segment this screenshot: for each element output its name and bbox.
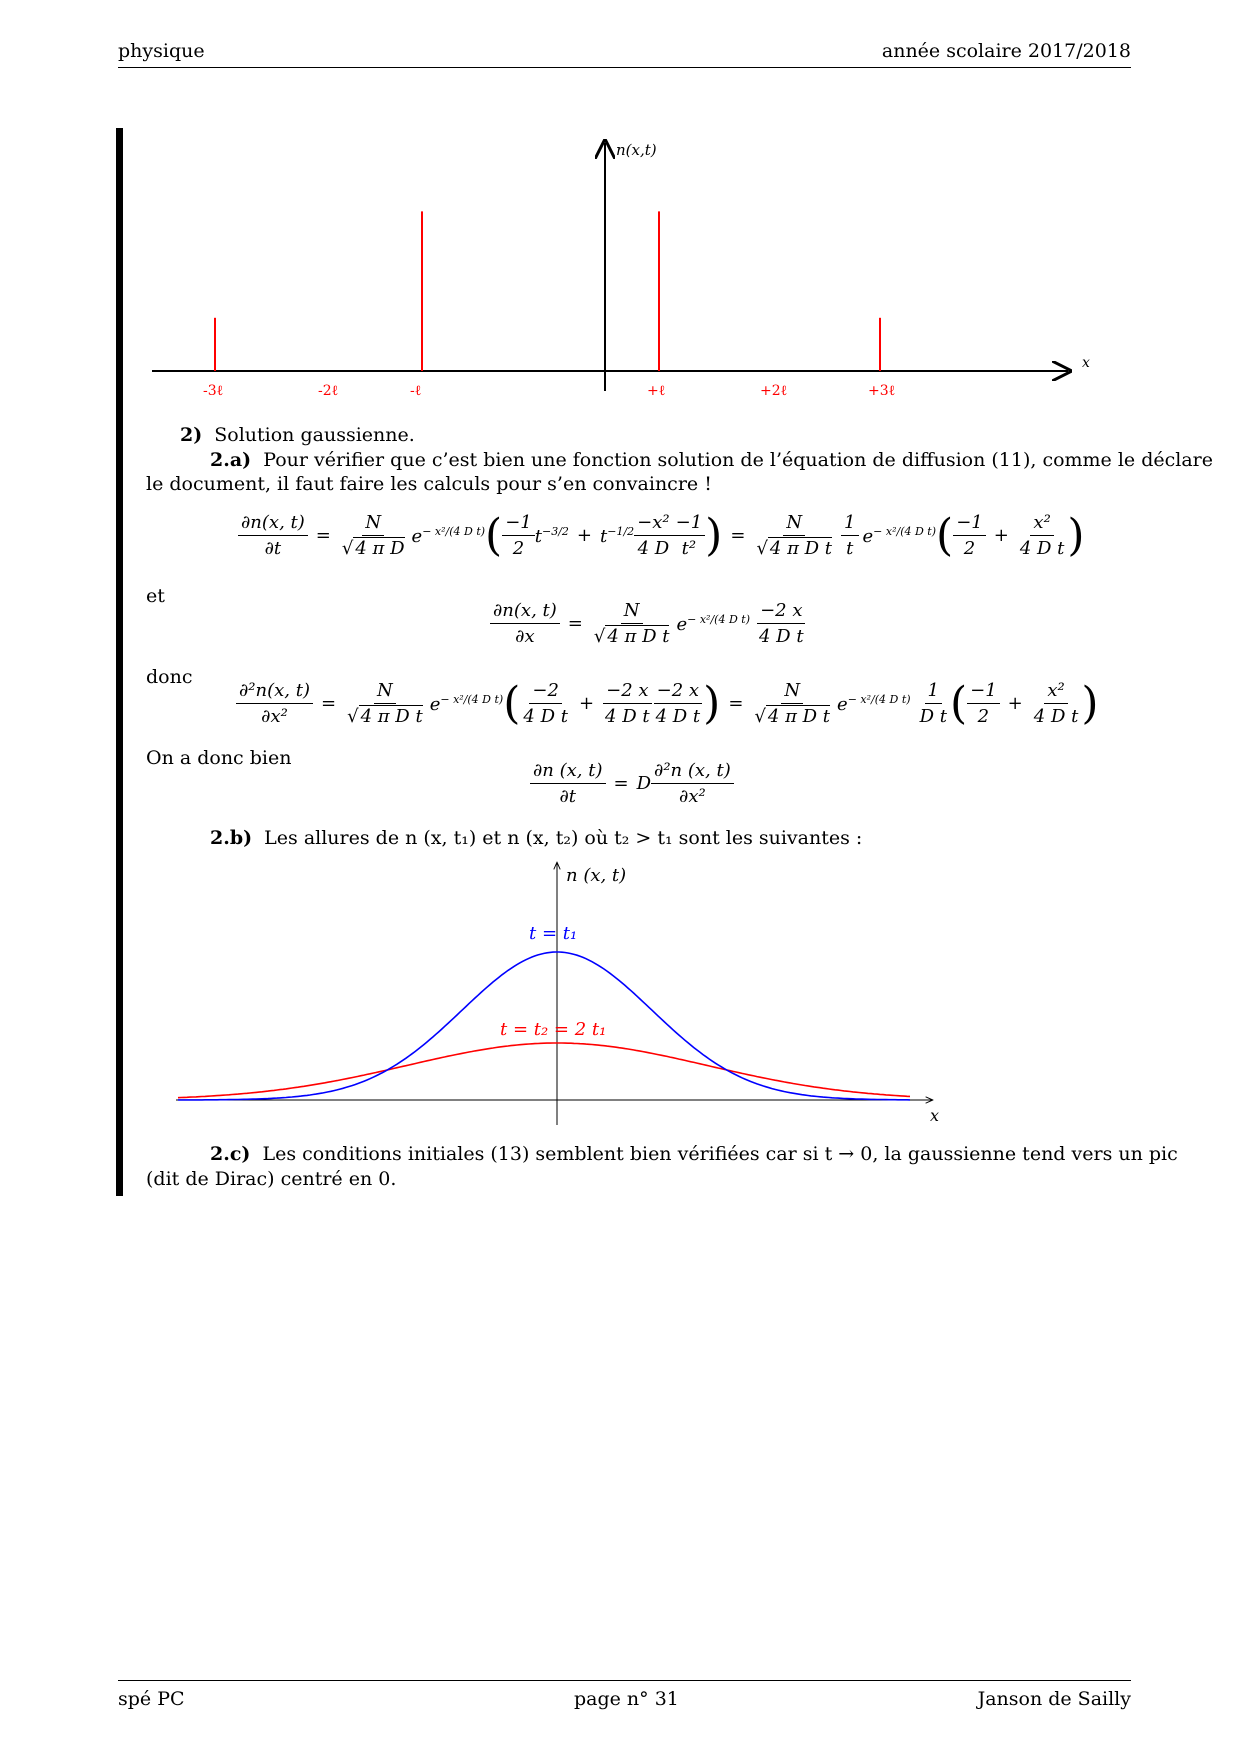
word-donc: donc (146, 666, 193, 688)
section-2-title: Solution gaussienne. (214, 424, 415, 446)
equation-dn-dt: $\frac{\partial n(x, t)}{\partial t}$ = $\frac{N}{\text{√ 4 π D}}$ $e^{- x^2/(4 D t)}$ ( $\frac{-1}{2}$ $t^{-3/2}$ + $t^{-1/2}$ $\frac{\text{−x²}}{4 D}$ $\frac{-1}{\text{t²}}$ ) = $\frac{N}{\text{√ 4 π D t}}$ $\frac{1}{t}$ $e^{- x^2/(4 D t)}$ ( $\frac{-1}{2}$ + $\frac{\text{x²}}{\text{4 D t}}$ ) (238, 512, 1085, 559)
section-2-number: 2) (180, 424, 203, 446)
equation-dn-dx: $\frac{\partial n(x, t)}{\partial x}$ = $\frac{N}{\text{√ 4 π D t}}$ $e^{- x^2/(4 D t)}$ $\frac{-2 x}{\text{4 D t}}$ (490, 600, 807, 647)
subsection-2b-label: 2.b) (210, 827, 253, 849)
subsection-2a-text-1: Pour vérifier que c’est bien une fonction solution de l’équation de diffusion (11), comme le déclare (263, 449, 1213, 471)
footer-right: Janson de Sailly (977, 1688, 1131, 1710)
text-on-a-donc-bien: On a donc bien (146, 747, 292, 769)
footer-rule (118, 1680, 1131, 1681)
equation-diffusion: $\frac{\partial n (x, t)}{\partial t}$ = D $\frac{\text{∂²n (x, t)}}{\text{∂x²}}$ (530, 760, 734, 807)
header-right: année scolaire 2017/2018 (881, 40, 1131, 62)
subsection-2c-text-1: Les conditions initiales (13) semblent bien vérifiées car si t → 0, la gaussienne tend vers un pic (262, 1143, 1178, 1165)
figure-gaussians (170, 855, 950, 1125)
word-et: et (146, 585, 165, 607)
header-rule (118, 67, 1131, 68)
subsection-2b-text: Les allures de n (x, t₁) et n (x, t₂) où t₂ > t₁ sont les suivantes : (264, 827, 863, 849)
x-tick-label: -3ℓ (203, 383, 224, 399)
gaussian-t1-label: t = t₁ (529, 923, 578, 944)
y-axis-label: n(x,t) (616, 141, 657, 159)
gaussian-t2-curve (178, 1043, 910, 1098)
gaussian-t2-label: t = t₂ = 2 t₁ (500, 1019, 607, 1040)
x-tick-label: +2ℓ (760, 383, 788, 399)
footer-left: spé PC (118, 1688, 185, 1710)
x-tick-label: -ℓ (410, 383, 422, 399)
left-margin-bar (116, 128, 123, 1196)
subsection-2c-text-2: (dit de Dirac) centré en 0. (146, 1168, 397, 1190)
x-tick-label: +3ℓ (868, 383, 896, 399)
footer-center: page n° 31 (574, 1688, 679, 1710)
subsection-2c-label: 2.c) (210, 1143, 251, 1165)
figure-dirac-peaks (140, 135, 1100, 405)
subsection-2a-text-2: le document, il faut faire les calculs pour s’en convaincre ! (146, 473, 712, 495)
x-tick-label: -2ℓ (318, 383, 339, 399)
subsection-2a-label: 2.a) (210, 449, 252, 471)
x-axis-label: x (930, 1106, 940, 1125)
equation-d2n-dx2: $\frac{\text{∂²n(x, t)}}{\text{∂x²}}$ = $\frac{N}{\text{√ 4 π D t}}$ $e^{- x^2/(4 D t)}$ ( $\frac{-2}{\text{4 D t}}$ + $\frac{-2 x}{\text{4 D t}}$ $\frac{-2 x}{\text{4 D t}}$ ) = $\frac{N}{\text{√ 4 π D t}}$ $e^{- x^2/(4 D t)}$ $\frac{1}{\text{D t}}$ ( $\frac{-1}{2}$ + $\frac{\text{x²}}{\text{4 D t}}$ ) (236, 680, 1099, 727)
x-axis-label: x (1082, 355, 1090, 371)
header-left: physique (118, 40, 205, 62)
x-tick-label: +ℓ (647, 383, 666, 399)
y-axis-label: n (x, t) (566, 865, 627, 886)
